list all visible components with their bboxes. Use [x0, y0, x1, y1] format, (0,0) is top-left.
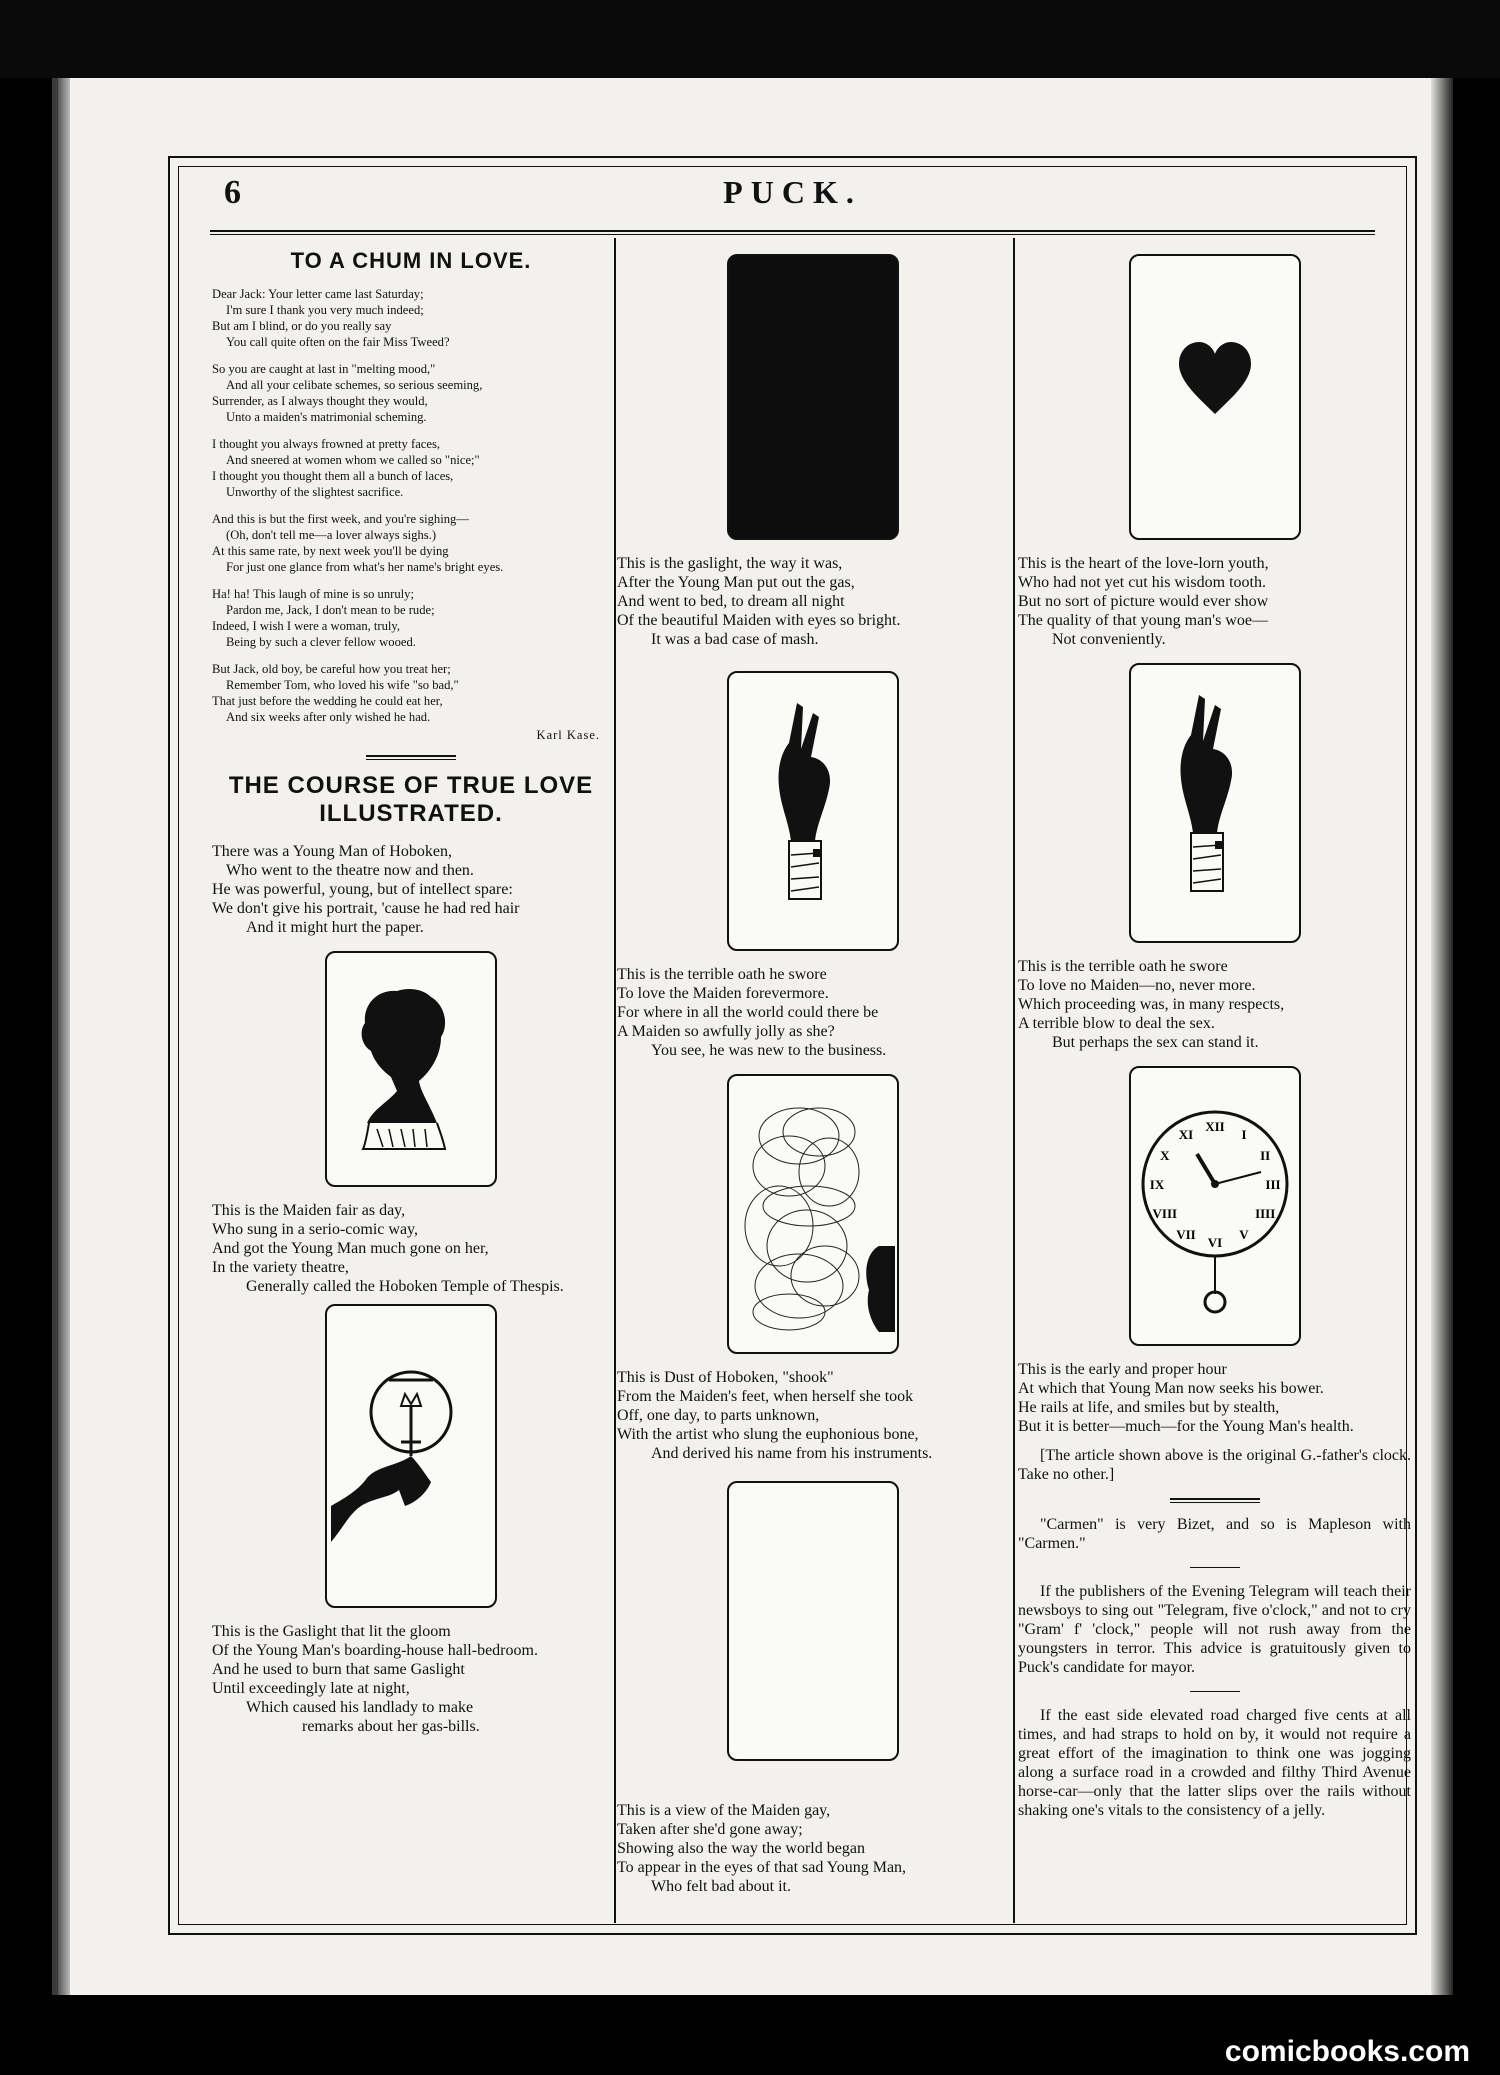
poem-stanza — [212, 661, 610, 725]
clock-numeral: VIII — [1152, 1206, 1177, 1221]
column-rule-2 — [1013, 238, 1015, 1923]
clock-numeral: VI — [1207, 1235, 1222, 1250]
illustration-empty-card — [727, 1481, 899, 1761]
clock-numeral: I — [1240, 1126, 1247, 1142]
verse-line: Of the Young Man's boarding-house hall-bedroom. — [212, 1642, 538, 1659]
verse-dust — [617, 1368, 1009, 1463]
poem-title-course-2: ILLUSTRATED. — [319, 800, 503, 827]
verse-maiden — [212, 1201, 610, 1296]
verse-line: And he used to burn that same Gaslight — [212, 1661, 465, 1678]
poem-line: I'm sure I thank you very much indeed; — [226, 303, 424, 317]
clock-illustration — [1131, 1068, 1299, 1344]
maiden-silhouette-illustration — [327, 953, 495, 1185]
verse-line: After the Young Man put out the gas, — [617, 574, 855, 591]
dust-scribble-illustration — [729, 1076, 897, 1352]
poem-line: That just before the wedding he could eat her, — [212, 694, 443, 708]
clock-numeral: V — [1238, 1227, 1249, 1243]
verse-line: Off, one day, to parts unknown, — [617, 1407, 820, 1424]
column-2 — [617, 248, 1009, 1896]
verse-line: Showing also the way the world began — [617, 1840, 865, 1857]
paragraph-divider — [1190, 1691, 1240, 1692]
poem-chum — [212, 286, 610, 743]
verse-line: From the Maiden's feet, when herself she took — [617, 1388, 914, 1405]
poem-line: Surrender, as I always thought they would, — [212, 394, 428, 408]
poem-line: Unworthy of the slightest sacrifice. — [226, 485, 404, 499]
paragraph-telegram: If the publishers of the Evening Telegram will teach their newsboys to sing out "Telegram, five o'clock," and not to cry "Gram' f' 'clock," people will not rush away from the youngsters in terror. This advice is gratuitously given to Puck's candidate for mayor. — [1018, 1583, 1411, 1676]
verse-heart — [1018, 554, 1411, 649]
poem-line: And this is but the first week, and you're sighing— — [212, 512, 469, 526]
verse-intro — [212, 842, 610, 937]
page-number: 6 — [224, 174, 241, 211]
verse-line: This is a view of the Maiden gay, — [617, 1802, 831, 1819]
clock-numeral: II — [1259, 1148, 1270, 1163]
verse-gaslight-out — [617, 554, 1009, 649]
paragraph-divider — [1190, 1567, 1240, 1568]
verse-line: We don't give his portrait, 'cause he had red hair — [212, 900, 520, 917]
paragraph-carmen: "Carmen" is very Bizet, and so is Mapleson with "Carmen." — [1018, 1516, 1411, 1552]
verse-line: And got the Young Man much gone on her, — [212, 1240, 489, 1257]
verse-line: To appear in the eyes of that sad Young Man, — [617, 1859, 907, 1876]
verse-line: He was powerful, young, but of intellect spare: — [212, 881, 513, 898]
illustration-hand-oath-card — [727, 671, 899, 951]
poem-line: You call quite often on the fair Miss Tweed? — [226, 335, 450, 349]
verse-line: Who went to the theatre now and then. — [226, 862, 474, 879]
verse-line: At which that Young Man now seeks his bower. — [1018, 1380, 1324, 1397]
poem-line: And sneered at women whom we called so "nice;" — [226, 453, 480, 467]
verse-line: You see, he was new to the business. — [651, 1042, 887, 1059]
poem-line: Pardon me, Jack, I don't mean to be rude; — [226, 603, 435, 617]
poem-line: Dear Jack: Your letter came last Saturday; — [212, 287, 424, 301]
verse-line: To love no Maiden—no, never more. — [1018, 977, 1256, 994]
verse-oath-maiden — [617, 965, 1009, 1060]
hand-oath-illustration — [1131, 665, 1299, 941]
verse-line: This is the terrible oath he swore — [1018, 958, 1228, 975]
verse-line: This is the Gaslight that lit the gloom — [212, 1623, 451, 1640]
paragraph-elevated: If the east side elevated road charged five cents at all times, and had straps to hold on by, it would not require a great effort of the imagination to think one was jogging along a surface road in a crowded and filthy Third Avenue horse-car—only that the latter slips over the rails without shaking one's vitals to the consistency of a jelly. — [1018, 1707, 1411, 1819]
poem-line: And six weeks after only wished he had. — [226, 710, 431, 724]
verse-line: Which proceeding was, in many respects, — [1018, 996, 1285, 1013]
poem-line: For just one glance from what's her name's bright eyes. — [226, 560, 504, 574]
clock-numeral: IX — [1149, 1177, 1164, 1192]
verse-oath-sex — [1018, 957, 1411, 1052]
column-rule-1 — [614, 238, 616, 1923]
verse-line: The quality of that young man's woe— — [1018, 612, 1268, 629]
verse-line: Not conveniently. — [1052, 631, 1166, 648]
poem-line: I thought you always frowned at pretty faces, — [212, 437, 441, 451]
verse-line: Generally called the Hoboken Temple of Thespis. — [246, 1278, 564, 1295]
verse-line: But no sort of picture would ever show — [1018, 593, 1269, 610]
page-spine — [58, 78, 70, 1995]
illustration-clock-card — [1129, 1066, 1301, 1346]
page-edge — [1431, 78, 1453, 1995]
verse-line: This is the early and proper hour — [1018, 1361, 1227, 1378]
poem-signature: Karl Kase. — [536, 728, 600, 742]
column-1 — [212, 248, 610, 1736]
heart-illustration — [1131, 256, 1299, 538]
masthead: PUCK. — [723, 174, 862, 210]
illustration-dark-gaslight-card — [727, 254, 899, 540]
poem-line: Being by such a clever fellow wooed. — [226, 635, 416, 649]
header-rule — [210, 230, 1375, 232]
clock-numeral: IIII — [1254, 1206, 1275, 1221]
verse-line: Taken after she'd gone away; — [617, 1821, 803, 1838]
verse-line: With the artist who slung the euphonious bone, — [617, 1426, 919, 1443]
verse-line: For where in all the world could there be — [617, 1004, 879, 1021]
poem-title-course-1: THE COURSE OF TRUE LOVE — [228, 772, 594, 799]
verse-line: And derived his name from his instruments. — [651, 1445, 933, 1462]
verse-line: Which caused his landlady to make — [246, 1699, 474, 1716]
verse-line: There was a Young Man of Hoboken, — [212, 843, 452, 860]
magazine-page — [52, 78, 1453, 1995]
clock-numeral: XII — [1204, 1119, 1225, 1134]
clock-note: [The article shown above is the original G.-father's clock. Take no other.] — [1018, 1447, 1411, 1483]
page-frame — [168, 156, 1417, 1935]
verse-line: This is the terrible oath he swore — [617, 966, 827, 983]
verse-line: And it might hurt the paper. — [246, 919, 424, 936]
verse-line: He rails at life, and smiles but by stealth, — [1018, 1399, 1280, 1416]
poem-line: But Jack, old boy, be careful how you treat her; — [212, 662, 451, 676]
verse-line: Who had not yet cut his wisdom tooth. — [1018, 574, 1266, 591]
site-watermark: comicbooks.com — [1224, 2035, 1470, 2068]
verse-clock — [1018, 1360, 1411, 1436]
column-3 — [1018, 248, 1411, 1820]
hand-oath-illustration — [729, 673, 897, 949]
illustration-hand-oath-card-2 — [1129, 663, 1301, 943]
verse-line: But perhaps the sex can stand it. — [1052, 1034, 1259, 1051]
verse-line: Who felt bad about it. — [651, 1878, 791, 1895]
header-rule-thin — [210, 234, 1375, 235]
gaslight-lamp-illustration — [327, 1306, 495, 1606]
verse-line: Who sung in a serio-comic way, — [212, 1221, 419, 1238]
poem-stanza — [212, 586, 610, 650]
verse-line: Until exceedingly late at night, — [212, 1680, 410, 1697]
verse-line: In the variety theatre, — [212, 1259, 349, 1276]
poem-stanza — [212, 286, 610, 350]
clock-numeral: VII — [1175, 1227, 1196, 1243]
poem-title-chum: TO A CHUM IN LOVE. — [290, 248, 532, 273]
verse-line: To love the Maiden forevermore. — [617, 985, 829, 1002]
scan-border — [0, 0, 1500, 78]
poem-stanza — [212, 511, 610, 575]
poem-line: At this same rate, by next week you'll be dying — [212, 544, 449, 558]
illustration-maiden-card — [325, 951, 497, 1187]
clock-numeral: III — [1264, 1177, 1281, 1192]
clock-numeral: X — [1159, 1148, 1169, 1163]
verse-line: A Maiden so awfully jolly as she? — [617, 1023, 835, 1040]
verse-line: This is the Maiden fair as day, — [212, 1202, 406, 1219]
section-divider — [366, 755, 456, 760]
poem-line: Unto a maiden's matrimonial scheming. — [226, 410, 427, 424]
poem-line: But am I blind, or do you really say — [212, 319, 392, 333]
poem-line: (Oh, don't tell me—a lover always sighs.) — [226, 528, 437, 542]
verse-line: But it is better—much—for the Young Man's health. — [1018, 1418, 1354, 1435]
poem-line: And all your celibate schemes, so serious seeming, — [226, 378, 483, 392]
illustration-heart-card — [1129, 254, 1301, 540]
illustration-dust-card — [727, 1074, 899, 1354]
poem-line: Remember Tom, who loved his wife "so bad," — [226, 678, 459, 692]
verse-line: This is the heart of the love-lorn youth, — [1018, 555, 1269, 572]
verse-gaslight-lit — [212, 1622, 610, 1736]
section-divider — [1170, 1498, 1260, 1503]
poem-line: Indeed, I wish I were a woman, truly, — [212, 619, 401, 633]
poem-stanza — [212, 361, 610, 425]
poem-line: So you are caught at last in "melting mood," — [212, 362, 436, 376]
verse-line: It was a bad case of mash. — [651, 631, 819, 648]
verse-line: And went to bed, to dream all night — [617, 593, 845, 610]
verse-line: Of the beautiful Maiden with eyes so bright. — [617, 612, 901, 629]
verse-line: This is Dust of Hoboken, "shook" — [617, 1369, 834, 1386]
verse-view — [617, 1801, 1009, 1896]
clock-numeral: XI — [1178, 1126, 1193, 1142]
poem-line: Ha! ha! This laugh of mine is so unruly; — [212, 587, 414, 601]
illustration-gaslight-card — [325, 1304, 497, 1608]
poem-stanza — [212, 436, 610, 500]
verse-line: A terrible blow to deal the sex. — [1018, 1015, 1215, 1032]
verse-line: This is the gaslight, the way it was, — [617, 555, 843, 572]
verse-line: remarks about her gas-bills. — [302, 1718, 480, 1735]
poem-line: I thought you thought them all a bunch of laces, — [212, 469, 454, 483]
